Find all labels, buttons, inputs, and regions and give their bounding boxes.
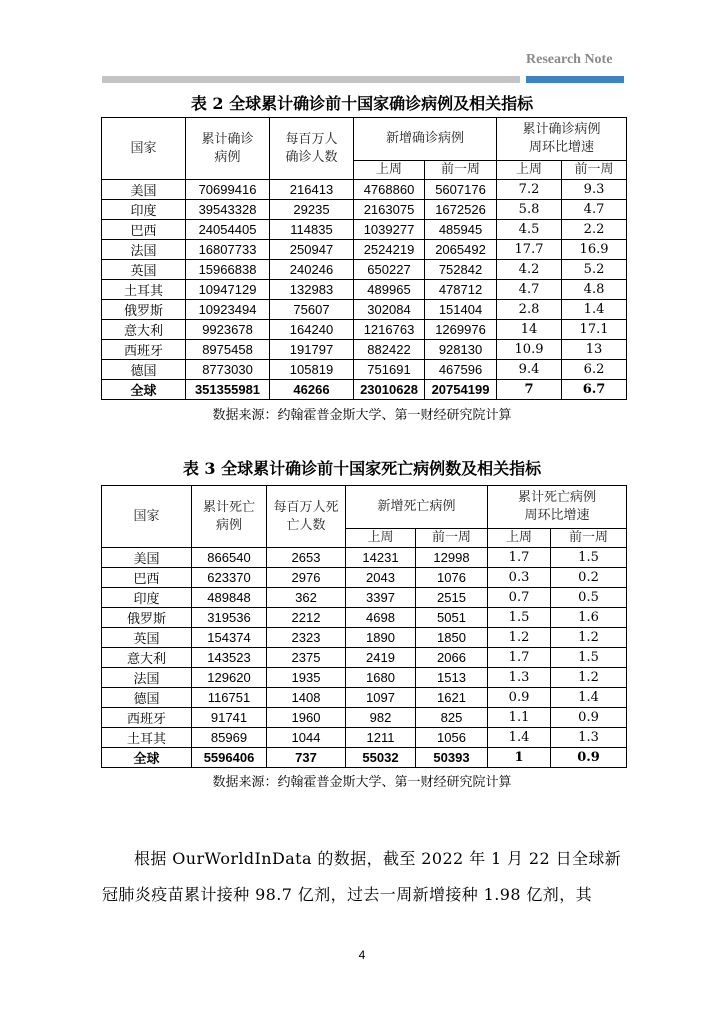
table2-header-cumulative: 累计确诊 病例 (186, 118, 270, 180)
value-cell: 0.7 (488, 588, 551, 608)
value-cell: 5596406 (192, 748, 267, 768)
value-cell: 50393 (416, 748, 488, 768)
value-cell: 17.7 (497, 240, 562, 260)
table-row (102, 548, 627, 568)
table3-source: 数据来源：约翰霍普金斯大学、第一财经研究院计算 (212, 775, 512, 790)
value-cell: 5051 (416, 608, 488, 628)
value-cell: 489848 (192, 588, 267, 608)
value-cell: 16807733 (186, 240, 270, 260)
value-cell: 882422 (354, 340, 425, 360)
value-cell: 132983 (270, 280, 354, 300)
country-cell: 意大利 (102, 648, 192, 668)
value-cell: 1890 (346, 628, 416, 648)
country-cell: 土耳其 (102, 728, 192, 748)
value-cell: 2163075 (354, 200, 425, 220)
table2 (101, 117, 627, 400)
value-cell: 2515 (416, 588, 488, 608)
table-row (102, 608, 627, 628)
table-row (102, 668, 627, 688)
value-cell: 1269976 (425, 320, 497, 340)
country-cell: 德国 (102, 688, 192, 708)
value-cell: 478712 (425, 280, 497, 300)
value-cell: 319536 (192, 608, 267, 628)
value-cell: 1680 (346, 668, 416, 688)
country-cell: 法国 (102, 240, 186, 260)
table3-header-prev-week: 前一周 (416, 529, 488, 548)
value-cell: 2653 (267, 548, 346, 568)
table3-header-last-week-growth: 上周 (488, 529, 551, 548)
table-row (102, 688, 627, 708)
value-cell: 1.4 (551, 688, 627, 708)
value-cell: 1621 (416, 688, 488, 708)
table-row (102, 300, 627, 320)
value-cell: 0.2 (551, 568, 627, 588)
value-cell: 4.7 (562, 200, 627, 220)
value-cell: 1.5 (488, 608, 551, 628)
paragraph-line-1: 根据 OurWorldInData 的数据，截至 2022 年 1 月 22 日全球新 (134, 849, 622, 868)
table3-header-per-million: 每百万人死 亡人数 (267, 486, 346, 548)
value-cell: 467596 (425, 360, 497, 380)
value-cell: 4.5 (497, 220, 562, 240)
country-cell: 美国 (102, 180, 186, 200)
value-cell: 70699416 (186, 180, 270, 200)
value-cell: 9.4 (497, 360, 562, 380)
value-cell: 216413 (270, 180, 354, 200)
value-cell: 10.9 (497, 340, 562, 360)
table2-header-prev-week: 前一周 (425, 161, 497, 180)
value-cell: 7 (497, 380, 562, 400)
value-cell: 1.7 (488, 648, 551, 668)
value-cell: 154374 (192, 628, 267, 648)
header-bar-blue (526, 76, 624, 83)
value-cell: 5.8 (497, 200, 562, 220)
value-cell: 1211 (346, 728, 416, 748)
value-cell: 2375 (267, 648, 346, 668)
value-cell: 1.2 (551, 628, 627, 648)
table-row (102, 648, 627, 668)
value-cell: 4.7 (497, 280, 562, 300)
value-cell: 489965 (354, 280, 425, 300)
country-cell: 土耳其 (102, 280, 186, 300)
value-cell: 17.1 (562, 320, 627, 340)
value-cell: 4.2 (497, 260, 562, 280)
value-cell: 2066 (416, 648, 488, 668)
value-cell: 1076 (416, 568, 488, 588)
table2-header-new-cases: 新增确诊病例 (354, 118, 497, 161)
table-row (102, 588, 627, 608)
value-cell: 129620 (192, 668, 267, 688)
value-cell: 0.3 (488, 568, 551, 588)
value-cell: 29235 (270, 200, 354, 220)
value-cell: 2323 (267, 628, 346, 648)
value-cell: 0.9 (551, 708, 627, 728)
value-cell: 2.8 (497, 300, 562, 320)
value-cell: 351355981 (186, 380, 270, 400)
table2-source: 数据来源：约翰霍普金斯大学、第一财经研究院计算 (212, 408, 512, 423)
table-row (102, 280, 627, 300)
table2-header-per-million: 每百万人 确诊人数 (270, 118, 354, 180)
country-cell: 意大利 (102, 320, 186, 340)
value-cell: 1.2 (488, 628, 551, 648)
value-cell: 825 (416, 708, 488, 728)
value-cell: 5.2 (562, 260, 627, 280)
table-row (102, 340, 627, 360)
table-row (102, 220, 627, 240)
value-cell: 164240 (270, 320, 354, 340)
value-cell: 1.5 (551, 648, 627, 668)
table-row (102, 728, 627, 748)
country-cell: 法国 (102, 668, 192, 688)
value-cell: 982 (346, 708, 416, 728)
table3-header-country: 国家 (102, 486, 192, 548)
value-cell: 1.3 (551, 728, 627, 748)
country-cell: 全球 (102, 380, 186, 400)
value-cell: 1.2 (551, 668, 627, 688)
value-cell: 191797 (270, 340, 354, 360)
value-cell: 15966838 (186, 260, 270, 280)
country-cell: 印度 (102, 588, 192, 608)
value-cell: 85969 (192, 728, 267, 748)
table2-header-prev-week-growth: 前一周 (562, 161, 627, 180)
table-total-row (102, 748, 627, 768)
value-cell: 8975458 (186, 340, 270, 360)
table-row (102, 360, 627, 380)
value-cell: 4768860 (354, 180, 425, 200)
value-cell: 5607176 (425, 180, 497, 200)
value-cell: 6.2 (562, 360, 627, 380)
value-cell: 143523 (192, 648, 267, 668)
value-cell: 55032 (346, 748, 416, 768)
value-cell: 91741 (192, 708, 267, 728)
value-cell: 1216763 (354, 320, 425, 340)
value-cell: 23010628 (354, 380, 425, 400)
value-cell: 1672526 (425, 200, 497, 220)
value-cell: 1.5 (551, 548, 627, 568)
value-cell: 485945 (425, 220, 497, 240)
value-cell: 928130 (425, 340, 497, 360)
value-cell: 1935 (267, 668, 346, 688)
value-cell: 1097 (346, 688, 416, 708)
value-cell: 151404 (425, 300, 497, 320)
value-cell: 116751 (192, 688, 267, 708)
value-cell: 650227 (354, 260, 425, 280)
value-cell: 10923494 (186, 300, 270, 320)
value-cell: 3397 (346, 588, 416, 608)
value-cell: 1.4 (488, 728, 551, 748)
value-cell: 8773030 (186, 360, 270, 380)
value-cell: 240246 (270, 260, 354, 280)
value-cell: 7.2 (497, 180, 562, 200)
value-cell: 623370 (192, 568, 267, 588)
table2-header-growth: 累计确诊病例 周环比增速 (497, 118, 627, 161)
paragraph-line-2: 冠肺炎疫苗累计接种 98.7 亿剂，过去一周新增接种 1.98 亿剂，其 (102, 885, 592, 904)
value-cell: 10947129 (186, 280, 270, 300)
table-total-row (102, 380, 627, 400)
value-cell: 1.7 (488, 548, 551, 568)
value-cell: 9.3 (562, 180, 627, 200)
value-cell: 2524219 (354, 240, 425, 260)
table-row (102, 240, 627, 260)
value-cell: 1.3 (488, 668, 551, 688)
value-cell: 14 (497, 320, 562, 340)
value-cell: 302084 (354, 300, 425, 320)
value-cell: 46266 (270, 380, 354, 400)
table-row (102, 200, 627, 220)
table3-caption: 表 3 全球累计确诊前十国家死亡病例数及相关指标 (182, 459, 542, 478)
value-cell: 866540 (192, 548, 267, 568)
value-cell: 752842 (425, 260, 497, 280)
value-cell: 1850 (416, 628, 488, 648)
value-cell: 75607 (270, 300, 354, 320)
value-cell: 737 (267, 748, 346, 768)
table3 (101, 485, 627, 768)
table-row (102, 320, 627, 340)
value-cell: 2043 (346, 568, 416, 588)
country-cell: 英国 (102, 260, 186, 280)
table3-header-cumulative: 累计死亡 病例 (192, 486, 267, 548)
value-cell: 1044 (267, 728, 346, 748)
value-cell: 0.9 (551, 748, 627, 768)
page-number: 4 (358, 948, 366, 962)
value-cell: 4.8 (562, 280, 627, 300)
value-cell: 2212 (267, 608, 346, 628)
table-row (102, 628, 627, 648)
table2-header-country: 国家 (102, 118, 186, 180)
value-cell: 1960 (267, 708, 346, 728)
value-cell: 0.5 (551, 588, 627, 608)
value-cell: 9923678 (186, 320, 270, 340)
country-cell: 英国 (102, 628, 192, 648)
value-cell: 2065492 (425, 240, 497, 260)
table-row (102, 260, 627, 280)
country-cell: 西班牙 (102, 708, 192, 728)
table3-header-last-week: 上周 (346, 529, 416, 548)
country-cell: 美国 (102, 548, 192, 568)
value-cell: 751691 (354, 360, 425, 380)
value-cell: 20754199 (425, 380, 497, 400)
country-cell: 巴西 (102, 220, 186, 240)
value-cell: 1.1 (488, 708, 551, 728)
value-cell: 2.2 (562, 220, 627, 240)
table2-caption: 表 2 全球累计确诊前十国家确诊病例及相关指标 (190, 94, 534, 113)
table-row (102, 568, 627, 588)
value-cell: 14231 (346, 548, 416, 568)
country-cell: 巴西 (102, 568, 192, 588)
header-bar-gray (102, 76, 520, 83)
header-label: Research Note (526, 52, 613, 67)
country-cell: 俄罗斯 (102, 608, 192, 628)
country-cell: 印度 (102, 200, 186, 220)
value-cell: 1513 (416, 668, 488, 688)
country-cell: 西班牙 (102, 340, 186, 360)
country-cell: 全球 (102, 748, 192, 768)
value-cell: 1039277 (354, 220, 425, 240)
value-cell: 16.9 (562, 240, 627, 260)
value-cell: 1.4 (562, 300, 627, 320)
value-cell: 13 (562, 340, 627, 360)
table2-header-last-week-growth: 上周 (497, 161, 562, 180)
value-cell: 362 (267, 588, 346, 608)
table-row (102, 708, 627, 728)
table-row (102, 180, 627, 200)
value-cell: 2976 (267, 568, 346, 588)
value-cell: 1 (488, 748, 551, 768)
value-cell: 1.6 (551, 608, 627, 628)
table3-header-growth: 累计死亡病例 周环比增速 (488, 486, 627, 529)
table2-header-last-week: 上周 (354, 161, 425, 180)
value-cell: 4698 (346, 608, 416, 628)
value-cell: 114835 (270, 220, 354, 240)
value-cell: 250947 (270, 240, 354, 260)
country-cell: 俄罗斯 (102, 300, 186, 320)
value-cell: 1408 (267, 688, 346, 708)
value-cell: 1056 (416, 728, 488, 748)
table3-header-prev-week-growth: 前一周 (551, 529, 627, 548)
value-cell: 0.9 (488, 688, 551, 708)
table3-header-new-deaths: 新增死亡病例 (346, 486, 488, 529)
value-cell: 24054405 (186, 220, 270, 240)
value-cell: 39543328 (186, 200, 270, 220)
country-cell: 德国 (102, 360, 186, 380)
value-cell: 6.7 (562, 380, 627, 400)
value-cell: 2419 (346, 648, 416, 668)
value-cell: 105819 (270, 360, 354, 380)
value-cell: 12998 (416, 548, 488, 568)
